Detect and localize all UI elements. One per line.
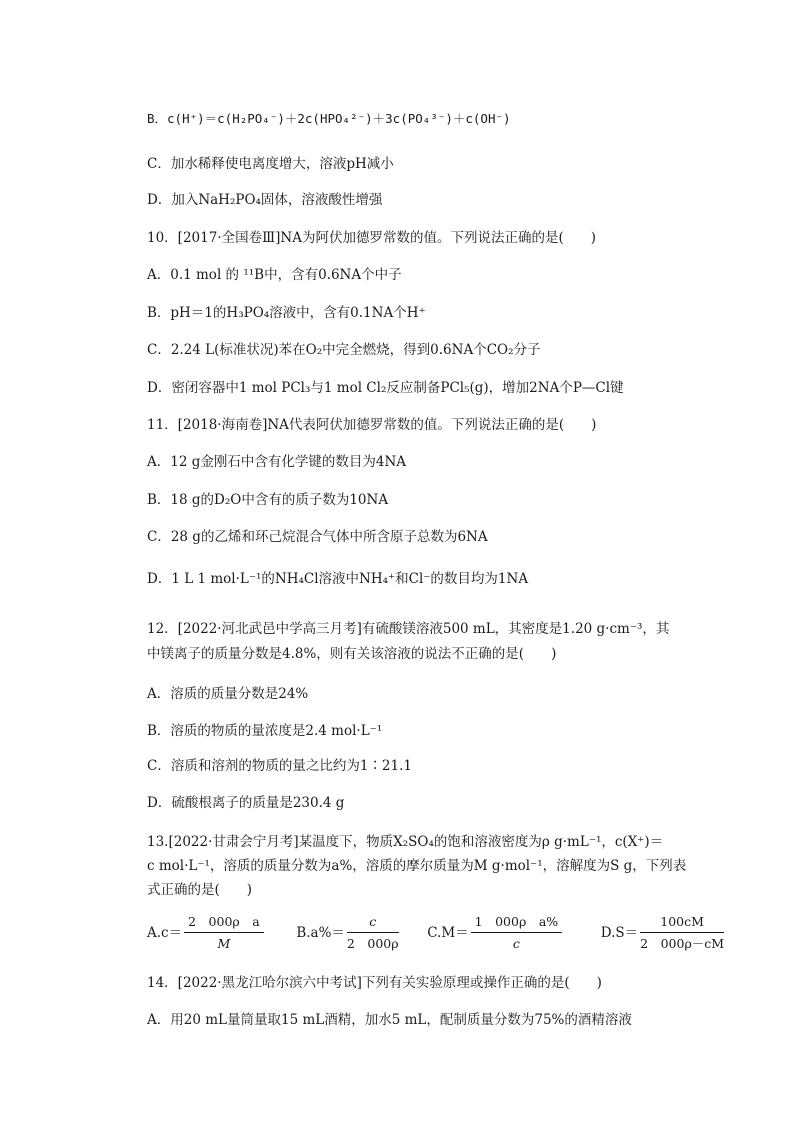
q13-option-c-label: C.M＝: [427, 924, 469, 941]
q10-option-d: D．密闭容器中1 mol PCl₃与1 mol Cl₂反应制备PCl₅(g)，增加2NA个P—Cl键: [147, 380, 624, 396]
fraction-denominator: c: [512, 936, 520, 951]
q13-stem-line2: c mol·L⁻¹，溶质的质量分数为a%，溶质的摩尔质量为M g·mol⁻¹，溶解度为S g，下列表: [147, 858, 687, 874]
q13-option-a-label: A.c＝: [147, 924, 183, 941]
q10-option-a: A．0.1 mol 的 ¹¹B中，含有0.6NA个中子: [147, 267, 402, 283]
q13-option-c-fraction: [471, 913, 563, 953]
fraction-denominator: M: [217, 936, 231, 951]
q9-option-b: B．c(H⁺)＝c(H₂PO₄⁻)＋2c(HPO₄²⁻)＋3c(PO₄³⁻)＋c(OH⁻): [147, 111, 511, 126]
fraction-numerator: c: [347, 913, 399, 933]
q13-option-a-fraction: [184, 913, 264, 953]
fraction-denominator: 2 000ρ: [346, 936, 399, 951]
q13-stem-line3: 式正确的是( ): [147, 882, 253, 898]
q13-option-b-label: B.a%＝: [296, 924, 345, 941]
fraction-numerator: 2 000ρ a: [184, 913, 264, 933]
q9-option-c: C．加水稀释使电离度增大，溶液pH减小: [147, 156, 394, 172]
q10-option-b: B．pH＝1的H₃PO₄溶液中，含有0.1NA个H⁺: [147, 305, 426, 321]
q9-option-d: D．加入NaH₂PO₄固体，溶液酸性增强: [147, 192, 383, 208]
q11-option-b: B．18 g的D₂O中含有的质子数为10NA: [147, 492, 389, 508]
fraction-numerator: 100cM: [640, 913, 724, 933]
q10-stem: 10．[2017·全国卷Ⅲ]NA为阿伏加德罗常数的值。下列说法正确的是( ): [147, 230, 596, 246]
q12-option-a: A．溶质的质量分数是24%: [147, 686, 309, 702]
fraction-denominator: 2 000ρ－cM: [640, 936, 725, 951]
q11-option-d: D．1 L 1 mol·L⁻¹的NH₄Cl溶液中NH₄⁺和Cl⁻的数目均为1NA: [147, 571, 529, 587]
q12-option-c: C．溶质和溶剂的物质的量之比约为1∶21.1: [147, 758, 412, 774]
q10-option-c: C．2.24 L(标准状况)苯在O₂中完全燃烧，得到0.6NA个CO₂分子: [147, 342, 541, 358]
q12-stem-line1: 12．[2022·河北武邑中学高三月考]有硫酸镁溶液500 mL，其密度是1.20 g·cm⁻³，其: [147, 621, 670, 637]
q13-option-d-label: D.S＝: [600, 924, 639, 941]
q11-option-c: C．28 g的乙烯和环己烷混合气体中所含原子总数为6NA: [147, 529, 488, 545]
q14-stem: 14．[2022·黑龙江哈尔滨六中考试]下列有关实验原理或操作正确的是( ): [147, 975, 602, 991]
q13-options: [147, 913, 726, 953]
q14-option-a: A．用20 mL量筒量取15 mL酒精，加水5 mL，配制质量分数为75%的酒精溶液: [147, 1012, 632, 1028]
q11-stem: 11．[2018·海南卷]NA代表阿伏加德罗常数的值。下列说法正确的是( ): [147, 417, 597, 433]
q13-option-d-fraction: [640, 913, 724, 953]
q12-option-d: D．硫酸根离子的质量是230.4 g: [147, 795, 345, 811]
q13-stem-line1: 13.[2022·甘肃会宁月考]某温度下，物质X₂SO₄的饱和溶液密度为ρ g·mL⁻¹，c(X⁺)＝: [147, 834, 664, 850]
q12-stem-line2: 中镁离子的质量分数是4.8%，则有关该溶液的说法不正确的是( ): [147, 646, 557, 662]
q12-option-b: B．溶质的物质的量浓度是2.4 mol·L⁻¹: [147, 723, 383, 739]
fraction-numerator: 1 000ρ a%: [471, 913, 563, 933]
q13-option-b-fraction: [347, 913, 399, 953]
q13-option-a: [147, 914, 270, 951]
q13-option-c: [427, 914, 568, 951]
q11-option-a: A．12 g金刚石中含有化学键的数目为4NA: [147, 454, 407, 470]
